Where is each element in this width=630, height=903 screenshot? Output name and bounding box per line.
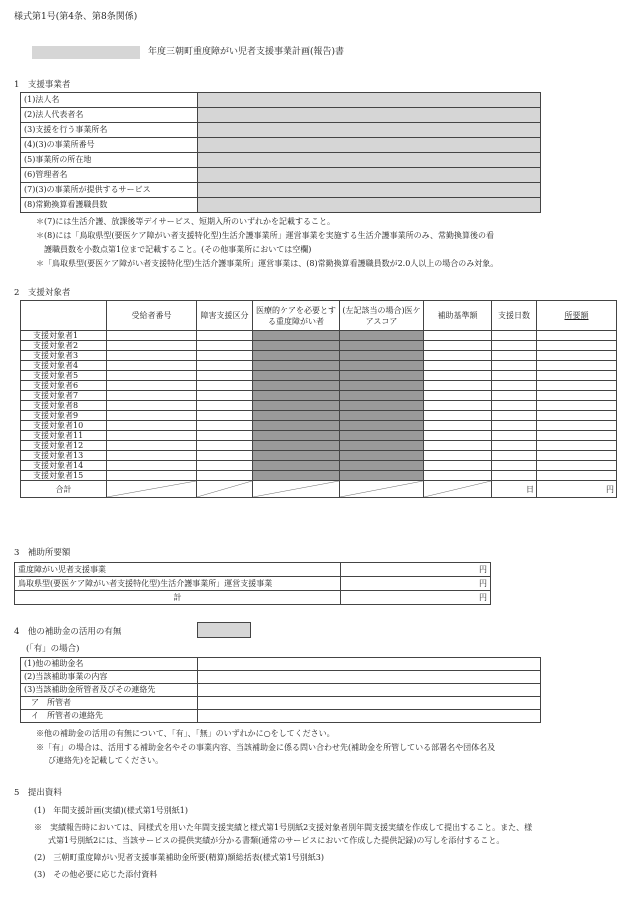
diagonal-cell <box>424 481 492 498</box>
note-line: び連絡先)を記載してください。 <box>48 756 164 765</box>
medical-care-cell[interactable] <box>253 371 340 381</box>
recipient-number-cell[interactable] <box>107 451 197 461</box>
base-amount-cell[interactable] <box>424 441 492 451</box>
support-category-cell[interactable] <box>197 451 253 461</box>
support-category-cell[interactable] <box>197 351 253 361</box>
manager-field[interactable] <box>198 697 541 710</box>
column-header: 受給者番号 <box>107 301 197 331</box>
row-label: (1)他の補助金名 <box>21 658 198 671</box>
nurse-count-field[interactable] <box>198 198 541 213</box>
recipient-number-cell[interactable] <box>107 351 197 361</box>
row-label: 重度障がい児者支援事業 <box>15 563 341 577</box>
yen-unit: 円 <box>479 564 487 574</box>
amount-field[interactable] <box>341 563 491 577</box>
base-amount-cell[interactable] <box>424 391 492 401</box>
support-category-cell[interactable] <box>197 441 253 451</box>
support-days-cell[interactable] <box>492 351 537 361</box>
support-days-cell[interactable] <box>492 411 537 421</box>
table-row <box>15 591 491 605</box>
medical-care-cell[interactable] <box>253 431 340 441</box>
care-score-cell[interactable] <box>340 391 424 401</box>
base-amount-cell[interactable] <box>424 411 492 421</box>
base-amount-cell[interactable] <box>424 401 492 411</box>
note-line: ＊「鳥取県型(要医ケア障がい者支援特化型)生活介護事業所」運営事業は、(8)常勤換算看護職員数が2.0人以上の場合のみ対象。 <box>36 259 499 268</box>
support-days-cell[interactable] <box>492 341 537 351</box>
office-number-field[interactable] <box>198 138 541 153</box>
section2-table <box>20 300 617 498</box>
medical-care-cell[interactable] <box>253 401 340 411</box>
section4-table <box>20 657 541 723</box>
blank-cell <box>198 684 541 697</box>
subject-label: 支援対象者6 <box>21 381 107 391</box>
base-amount-cell[interactable] <box>424 381 492 391</box>
list-item: ※ 実績報告時においては、同様式を用いた年間支援実績と様式第1号別紙2支援対象者別年間支援実績を作成して提出すること。また、様 <box>34 823 533 832</box>
recipient-number-cell[interactable] <box>107 431 197 441</box>
subject-label: 支援対象者14 <box>21 461 107 471</box>
row-label: (8)常勤換算看護職員数 <box>21 198 198 213</box>
section1-table <box>20 92 541 213</box>
list-item: (2) 三朝町重度障がい児者支援事業補助金所要(精算)額総括表(様式第1号別紙3) <box>34 853 324 862</box>
table-row <box>15 563 491 577</box>
support-days-cell[interactable] <box>492 331 537 341</box>
support-category-cell[interactable] <box>197 361 253 371</box>
support-days-cell[interactable] <box>492 371 537 381</box>
subject-label: 支援対象者10 <box>21 421 107 431</box>
care-score-cell[interactable] <box>340 421 424 431</box>
medical-care-cell[interactable] <box>253 471 340 481</box>
subject-label: 支援対象者5 <box>21 371 107 381</box>
table-row <box>21 93 541 108</box>
support-category-cell[interactable] <box>197 391 253 401</box>
recipient-number-cell[interactable] <box>107 381 197 391</box>
medical-care-cell[interactable] <box>253 441 340 451</box>
note-line: ※「有」の場合は、活用する補助金名やその事業内容、当該補助金に係る問い合わせ先(補助金を所管している部署名や団体名及 <box>36 743 496 752</box>
base-amount-cell[interactable] <box>424 361 492 371</box>
table-row <box>21 411 617 421</box>
section1-heading: 1 支援事業者 <box>14 80 71 90</box>
required-amount-cell[interactable] <box>537 361 617 371</box>
row-label: (1)法人名 <box>21 93 198 108</box>
support-category-cell[interactable] <box>197 341 253 351</box>
table-row <box>21 351 617 361</box>
support-days-cell[interactable] <box>492 471 537 481</box>
care-score-cell[interactable] <box>340 441 424 451</box>
medical-care-cell[interactable] <box>253 331 340 341</box>
column-header: 補助基準額 <box>424 301 492 331</box>
column-header: 所要額 <box>537 301 617 331</box>
table-row <box>21 684 541 697</box>
care-score-cell[interactable] <box>340 411 424 421</box>
yen-unit: 円 <box>479 592 487 602</box>
base-amount-cell[interactable] <box>424 461 492 471</box>
support-days-cell[interactable] <box>492 401 537 411</box>
table-row <box>15 577 491 591</box>
row-label: イ 所管者の連絡先 <box>21 710 198 723</box>
required-amount-cell[interactable] <box>537 341 617 351</box>
list-item: 式第1号別紙2には、当該サービスの提供実績が分かる書類(通常のサービスにおいて作成した提供記録)の写しを添付すること。 <box>48 836 505 845</box>
subject-label: 支援対象者9 <box>21 411 107 421</box>
base-amount-cell[interactable] <box>424 371 492 381</box>
support-days-cell[interactable] <box>492 461 537 471</box>
list-item: (1) 年間支援計画(実績)(様式第1号別紙1) <box>34 806 188 815</box>
total-label: 合計 <box>21 481 107 498</box>
recipient-number-cell[interactable] <box>107 331 197 341</box>
table-row <box>21 441 617 451</box>
care-score-cell[interactable] <box>340 381 424 391</box>
subject-label: 支援対象者11 <box>21 431 107 441</box>
table-row <box>21 331 617 341</box>
diagonal-cell <box>197 481 253 498</box>
amount-field[interactable] <box>341 591 491 605</box>
required-amount-cell[interactable] <box>537 351 617 361</box>
total-amount-cell[interactable] <box>537 481 617 498</box>
care-score-cell[interactable] <box>340 451 424 461</box>
required-amount-cell[interactable] <box>537 451 617 461</box>
table-row <box>21 451 617 461</box>
section3-table <box>14 562 491 605</box>
section4-heading: 4 他の補助金の活用の有無 <box>14 627 122 637</box>
row-label: (3)当該補助金所管者及びその連絡先 <box>21 684 198 697</box>
table-row <box>21 401 617 411</box>
list-item: (3) その他必要に応じた添付資料 <box>34 870 158 879</box>
recipient-number-cell[interactable] <box>107 371 197 381</box>
days-unit: 日 <box>526 484 534 494</box>
support-category-cell[interactable] <box>197 421 253 431</box>
support-category-cell[interactable] <box>197 371 253 381</box>
table-row <box>21 371 617 381</box>
year-input[interactable] <box>32 46 140 59</box>
table-row <box>21 341 617 351</box>
support-category-cell[interactable] <box>197 331 253 341</box>
base-amount-cell[interactable] <box>424 331 492 341</box>
manager-field[interactable] <box>198 168 541 183</box>
subject-label: 支援対象者8 <box>21 401 107 411</box>
row-label: (2)法人代表者名 <box>21 108 198 123</box>
base-amount-cell[interactable] <box>424 431 492 441</box>
table-row <box>21 471 617 481</box>
medical-care-cell[interactable] <box>253 361 340 371</box>
support-category-cell[interactable] <box>197 431 253 441</box>
amount-field[interactable] <box>341 577 491 591</box>
section3-heading: 3 補助所要額 <box>14 548 71 558</box>
care-score-cell[interactable] <box>340 341 424 351</box>
support-days-cell[interactable] <box>492 451 537 461</box>
table-row <box>21 697 541 710</box>
section5-heading: 5 提出資料 <box>14 788 62 798</box>
table-row <box>21 391 617 401</box>
required-amount-cell[interactable] <box>537 441 617 451</box>
table-row <box>21 198 541 213</box>
base-amount-cell[interactable] <box>424 471 492 481</box>
table-row <box>21 153 541 168</box>
base-amount-cell[interactable] <box>424 351 492 361</box>
care-score-cell[interactable] <box>340 361 424 371</box>
section2-heading: 2 支援対象者 <box>14 288 71 298</box>
care-score-cell[interactable] <box>340 431 424 441</box>
base-amount-cell[interactable] <box>424 421 492 431</box>
care-score-cell[interactable] <box>340 401 424 411</box>
yen-unit: 円 <box>479 578 487 588</box>
table-row <box>21 710 541 723</box>
section5-items <box>34 805 616 880</box>
row-label: 鳥取県型(要医ケア障がい者支援特化型)生活介護事業所」運営支援事業 <box>15 577 341 591</box>
table-row <box>21 361 617 371</box>
support-days-cell[interactable] <box>492 381 537 391</box>
medical-care-cell[interactable] <box>253 351 340 361</box>
total-row <box>21 481 617 498</box>
recipient-number-cell[interactable] <box>107 441 197 451</box>
support-category-cell[interactable] <box>197 461 253 471</box>
subject-label: 支援対象者7 <box>21 391 107 401</box>
support-days-cell[interactable] <box>492 361 537 371</box>
diagonal-cell <box>340 481 424 498</box>
office-address-field[interactable] <box>198 153 541 168</box>
total-days-cell[interactable] <box>492 481 537 498</box>
support-category-cell[interactable] <box>197 381 253 391</box>
subject-label: 支援対象者15 <box>21 471 107 481</box>
required-amount-cell[interactable] <box>537 471 617 481</box>
recipient-number-cell[interactable] <box>107 471 197 481</box>
medical-care-cell[interactable] <box>253 411 340 421</box>
care-score-cell[interactable] <box>340 371 424 381</box>
page-title: 年度三朝町重度障がい児者支援事業計画(報告)書 <box>148 47 345 57</box>
required-amount-cell[interactable] <box>537 391 617 401</box>
header-blank <box>21 301 107 331</box>
medical-care-cell[interactable] <box>253 391 340 401</box>
support-category-cell[interactable] <box>197 411 253 421</box>
representative-field[interactable] <box>198 108 541 123</box>
row-label: (3)支援を行う事業所名 <box>21 123 198 138</box>
table-row <box>21 138 541 153</box>
row-label: (6)管理者名 <box>21 168 198 183</box>
recipient-number-cell[interactable] <box>107 361 197 371</box>
subject-label: 支援対象者1 <box>21 331 107 341</box>
column-header: 医療的ケアを必要とする重度障がい者 <box>253 301 340 331</box>
required-amount-cell[interactable] <box>537 461 617 471</box>
subject-label: 支援対象者2 <box>21 341 107 351</box>
row-label: ア 所管者 <box>21 697 198 710</box>
support-days-cell[interactable] <box>492 431 537 441</box>
note-line: ＊(7)には生活介護、放課後等デイサービス、短期入所のいずれかを記載すること。 <box>36 217 336 226</box>
column-header: (左記該当の場合)医ケアスコア <box>340 301 424 331</box>
subsidy-name-field[interactable] <box>198 658 541 671</box>
subject-label: 支援対象者13 <box>21 451 107 461</box>
column-header: 支援日数 <box>492 301 537 331</box>
diagonal-cell <box>107 481 197 498</box>
yen-unit: 円 <box>606 484 614 494</box>
table-row <box>21 431 617 441</box>
table-row <box>21 123 541 138</box>
recipient-number-cell[interactable] <box>107 421 197 431</box>
section4-sub: (「有」の場合) <box>26 644 80 654</box>
required-amount-cell[interactable] <box>537 401 617 411</box>
table-row <box>21 421 617 431</box>
medical-care-cell[interactable] <box>253 421 340 431</box>
table-row <box>21 183 541 198</box>
corp-name-field[interactable] <box>198 93 541 108</box>
support-category-cell[interactable] <box>197 401 253 411</box>
form-id: 様式第1号(第4条、第8条関係) <box>14 12 138 22</box>
contact-field[interactable] <box>198 710 541 723</box>
column-header: 障害支援区分 <box>197 301 253 331</box>
subsidy-yes-no-field[interactable] <box>197 622 251 638</box>
row-label: (5)事業所の所在地 <box>21 153 198 168</box>
diagonal-cell <box>253 481 340 498</box>
table-row <box>21 108 541 123</box>
subject-label: 支援対象者12 <box>21 441 107 451</box>
medical-care-cell[interactable] <box>253 451 340 461</box>
recipient-number-cell[interactable] <box>107 341 197 351</box>
medical-care-cell[interactable] <box>253 461 340 471</box>
support-category-cell[interactable] <box>197 471 253 481</box>
care-score-cell[interactable] <box>340 331 424 341</box>
subject-label: 支援対象者3 <box>21 351 107 361</box>
row-label: (7)(3)の事業所が提供するサービス <box>21 183 198 198</box>
care-score-cell[interactable] <box>340 461 424 471</box>
table-row <box>21 168 541 183</box>
required-amount-cell[interactable] <box>537 381 617 391</box>
recipient-number-cell[interactable] <box>107 461 197 471</box>
medical-care-cell[interactable] <box>253 341 340 351</box>
table-row <box>21 658 541 671</box>
service-field[interactable] <box>198 183 541 198</box>
recipient-number-cell[interactable] <box>107 401 197 411</box>
table-row <box>21 381 617 391</box>
care-score-cell[interactable] <box>340 351 424 361</box>
subject-label: 支援対象者4 <box>21 361 107 371</box>
support-days-cell[interactable] <box>492 391 537 401</box>
required-amount-cell[interactable] <box>537 371 617 381</box>
row-label: (4)(3)の事業所番号 <box>21 138 198 153</box>
support-days-cell[interactable] <box>492 421 537 431</box>
subsidy-content-field[interactable] <box>198 671 541 684</box>
base-amount-cell[interactable] <box>424 341 492 351</box>
required-amount-cell[interactable] <box>537 411 617 421</box>
recipient-number-cell[interactable] <box>107 391 197 401</box>
care-score-cell[interactable] <box>340 471 424 481</box>
support-days-cell[interactable] <box>492 441 537 451</box>
office-name-field[interactable] <box>198 123 541 138</box>
required-amount-cell[interactable] <box>537 431 617 441</box>
note-line: 護職員数を小数点第1位まで記載すること。(その他事業所においては空欄) <box>44 245 312 254</box>
medical-care-cell[interactable] <box>253 381 340 391</box>
required-amount-cell[interactable] <box>537 421 617 431</box>
required-amount-cell[interactable] <box>537 331 617 341</box>
row-label: 計 <box>15 591 341 605</box>
table-row <box>21 461 617 471</box>
section4-notes <box>36 728 616 766</box>
note-line: ※他の補助金の活用の有無について、「有」、「無」のいずれかに○をしてください。 <box>36 729 335 738</box>
base-amount-cell[interactable] <box>424 451 492 461</box>
table-row <box>21 671 541 684</box>
section1-notes <box>36 216 616 269</box>
row-label: (2)当該補助事業の内容 <box>21 671 198 684</box>
recipient-number-cell[interactable] <box>107 411 197 421</box>
note-line: ＊(8)には「鳥取県型(要医ケア障がい者支援特化型)生活介護事業所」運営事業を実施する生活介護事業所のみ、常勤換算後の看 <box>36 231 495 240</box>
